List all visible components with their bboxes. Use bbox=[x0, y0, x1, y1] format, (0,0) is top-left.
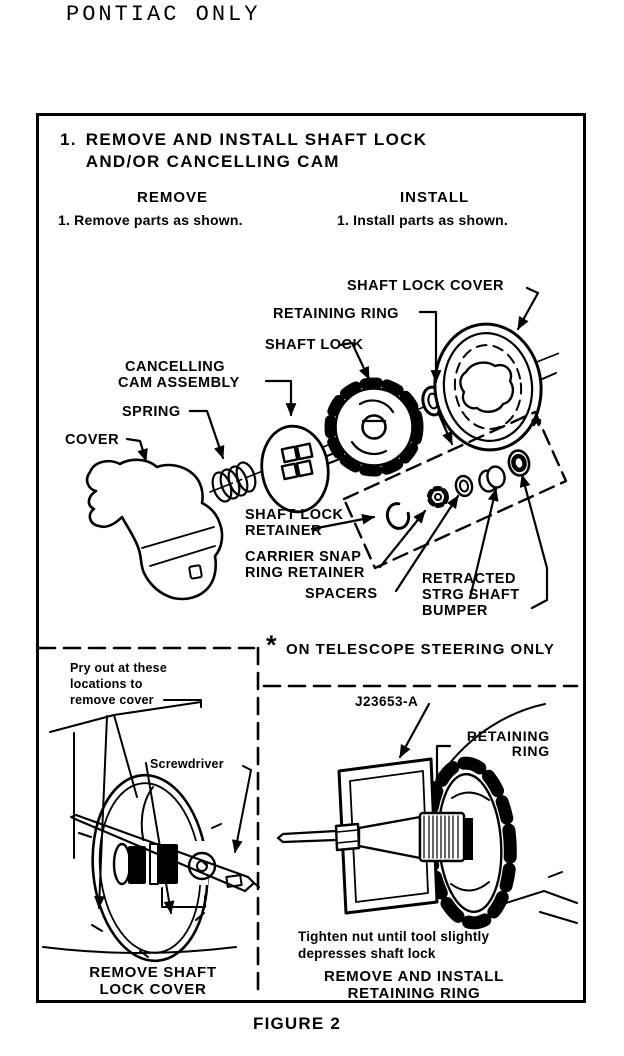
retaining-ring-caption-line1: REMOVE AND INSTALL bbox=[323, 968, 505, 985]
label-shaft-lock-cover: SHAFT LOCK COVER bbox=[347, 278, 505, 294]
tighten-note-line1: Tighten nut until tool slightly bbox=[298, 929, 490, 944]
label-shaft-lock-retainer-line1: SHAFT LOCK bbox=[245, 507, 344, 523]
tighten-note bbox=[298, 928, 489, 962]
remove-cover-caption-line1: REMOVE SHAFT bbox=[89, 964, 217, 981]
retaining-ring-caption bbox=[264, 968, 564, 1003]
remove-cover-caption-line2: LOCK COVER bbox=[99, 981, 207, 999]
cover-part bbox=[87, 460, 222, 599]
label-strg-shaft-bumper bbox=[422, 571, 520, 620]
label-cancelling-cam bbox=[118, 359, 240, 391]
label-cover: COVER bbox=[65, 432, 120, 448]
page-header: PONTIAC ONLY bbox=[66, 2, 261, 27]
label-shaft-lock-retainer bbox=[245, 507, 343, 539]
telescope-asterisk: * bbox=[531, 411, 542, 441]
pry-note-line3: remove cover bbox=[70, 693, 154, 707]
steering-wheel-drawing bbox=[43, 770, 242, 965]
label-spring: SPRING bbox=[122, 404, 181, 420]
shaft-lock-part bbox=[330, 383, 418, 471]
label-carrier-snap bbox=[245, 549, 365, 581]
label-strg-shaft-bumper-line1: RETRACTED bbox=[422, 571, 516, 587]
tool-number-label: J23653-A bbox=[355, 694, 419, 709]
section-heading bbox=[60, 129, 427, 174]
label-cancelling-cam-line2: CAM ASSEMBLY bbox=[118, 375, 240, 392]
remove-cover-caption bbox=[63, 964, 243, 999]
remove-step: 1. Remove parts as shown. bbox=[58, 212, 243, 228]
remove-heading: REMOVE bbox=[137, 189, 209, 206]
label-carrier-snap-line2: RING RETAINER bbox=[245, 565, 365, 582]
snap-ring-part bbox=[385, 501, 412, 531]
retaining-ring-caption-line2: RETAINING RING bbox=[347, 985, 481, 1003]
pry-note-line2: locations to bbox=[70, 677, 143, 691]
footnote-asterisk: * bbox=[266, 630, 277, 660]
label-shaft-lock: SHAFT LOCK bbox=[265, 337, 364, 353]
figure-caption: FIGURE 2 bbox=[252, 1014, 341, 1033]
retaining-ring-panel-label-line1: RETAINING bbox=[466, 728, 550, 744]
install-step: 1. Install parts as shown. bbox=[337, 212, 508, 228]
retaining-ring-panel-label bbox=[450, 729, 550, 760]
bumper-part bbox=[507, 449, 532, 478]
section-title-line2: AND/OR CANCELLING CAM bbox=[85, 152, 340, 172]
label-retaining-ring: RETAINING RING bbox=[273, 306, 399, 322]
star-retainer-part bbox=[430, 489, 447, 506]
pry-note bbox=[70, 660, 167, 708]
screwdriver-label: Screwdriver bbox=[150, 757, 224, 771]
spring-part bbox=[209, 460, 258, 504]
tighten-note-line2: depresses shaft lock bbox=[298, 946, 436, 961]
label-cancelling-cam-line1: CANCELLING bbox=[125, 359, 226, 375]
section-step-number: 1. bbox=[60, 130, 77, 149]
install-heading: INSTALL bbox=[400, 189, 470, 206]
label-strg-shaft-bumper-line2: STRG SHAFT bbox=[422, 587, 520, 604]
figure-box bbox=[36, 113, 586, 1003]
label-shaft-lock-retainer-line2: RETAINER bbox=[245, 523, 323, 540]
footnote-text: ON TELESCOPE STEERING ONLY bbox=[286, 641, 555, 658]
retaining-ring-panel-label-line2: RING bbox=[511, 743, 550, 760]
label-spacers: SPACERS bbox=[305, 586, 378, 602]
label-strg-shaft-bumper-line3: BUMPER bbox=[422, 603, 488, 620]
spacer-parts bbox=[454, 465, 506, 497]
section-title-line1: REMOVE AND INSTALL SHAFT LOCK bbox=[85, 130, 428, 149]
label-carrier-snap-line1: CARRIER SNAP bbox=[245, 549, 362, 565]
pry-note-line1: Pry out at these bbox=[70, 661, 167, 675]
